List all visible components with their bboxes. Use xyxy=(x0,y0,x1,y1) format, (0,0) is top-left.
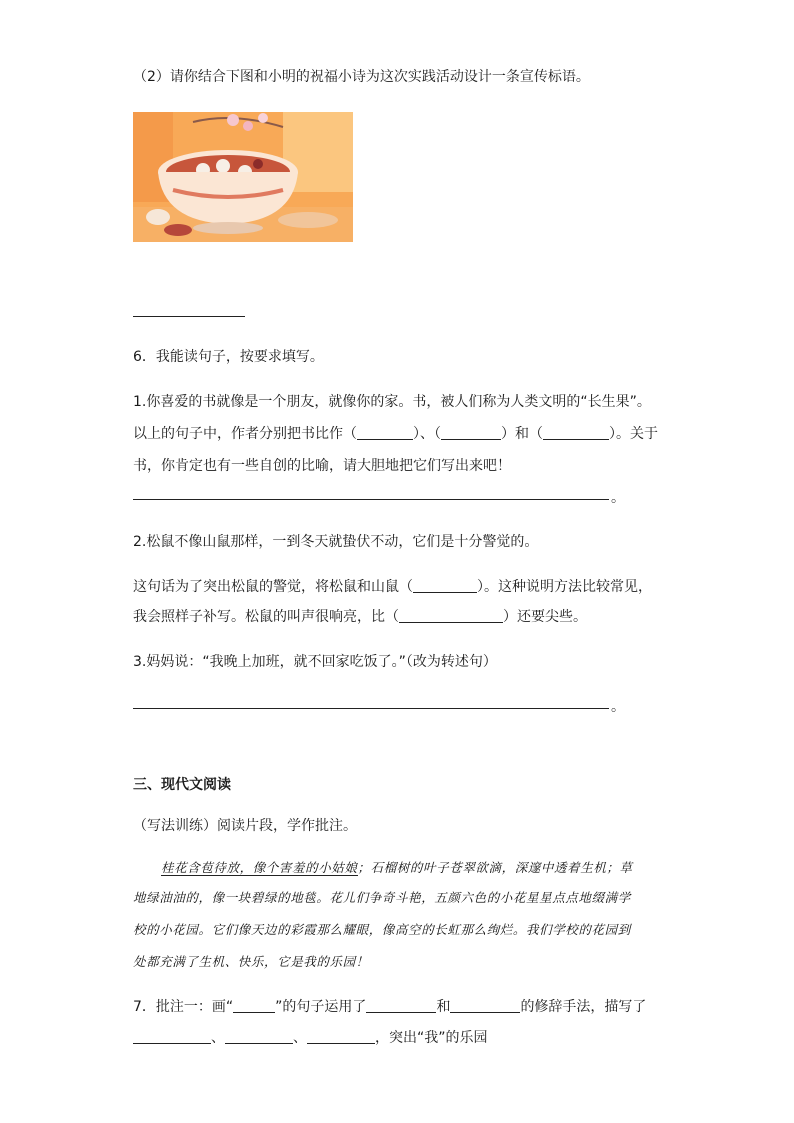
q7-text-d: 的修辞手法，描写了 xyxy=(520,999,647,1015)
q6-item1-sep-2: ）和（ xyxy=(501,426,543,442)
q6-item1-sentence: 1.你喜爱的书就像是一个朋友，就像你的家。书，被人们称为人类文明的“长生果”。 xyxy=(133,394,651,410)
q6-item1-blank-3[interactable] xyxy=(543,425,609,440)
q6-item1-blank-2[interactable] xyxy=(441,425,501,440)
q6-item2-blank-2[interactable] xyxy=(399,608,503,623)
q7-text-b: ”的句子运用了 xyxy=(275,999,367,1015)
q7-blank-scene-1[interactable] xyxy=(133,1029,211,1044)
passage-line-2: 地绿油油的，像一块碧绿的地毯。花儿们争奇斗艳，五颜六色的小花星星点点地缀满学 xyxy=(133,890,631,905)
q7-line-2 xyxy=(133,1027,488,1047)
passage-line-3: 校的小花园。它们像天边的彩霞那么耀眼，像高空的长虹那么绚烂。我们学校的花园到 xyxy=(133,922,631,937)
passage-line-4: 处都充满了生机、快乐，它是我的乐园！ xyxy=(133,954,369,969)
q6-item3-sentence: 3.妈妈说：“我晚上加班，就不回家吃饭了。”（改为转述句） xyxy=(133,654,497,670)
q6-item2-text-end2: ）还要尖些。 xyxy=(503,609,587,625)
q7-blank-scene-2[interactable] xyxy=(225,1029,293,1044)
q2-answer-line[interactable] xyxy=(133,316,245,317)
q6-item2-text-a: 这句话为了突出松鼠的警觉，将松鼠和山鼠（ xyxy=(133,579,413,595)
q6-item2-line3 xyxy=(133,606,587,626)
q7-text-a: 7．批注一：画“ xyxy=(133,999,234,1015)
q6-item1-blank-1[interactable] xyxy=(357,425,413,440)
q6-item2-text-b: 我会照样子补写。松鼠的叫声很响亮，比（ xyxy=(133,609,399,625)
q6-item2-text-end: ）。这种说明方法比较常见， xyxy=(477,579,652,595)
q6-item2-blank-1[interactable] xyxy=(413,578,477,593)
q7-sep-1: 、 xyxy=(211,1030,225,1046)
q6-item3-period: 。 xyxy=(611,699,625,715)
q7-blank-mark[interactable] xyxy=(233,998,275,1013)
q6-item3-answer-line[interactable] xyxy=(133,708,609,709)
soup-bowl-illustration xyxy=(133,112,353,242)
q6-item1-sep-1: ）、（ xyxy=(413,426,441,442)
q6-item1-period: 。 xyxy=(611,490,625,506)
section3-instruction: （写法训练）阅读片段，学作批注。 xyxy=(133,818,357,834)
q6-item1-line2 xyxy=(133,423,658,443)
q7-blank-rhetoric-2[interactable] xyxy=(450,998,520,1013)
passage-underlined-sentence: 桂花含苞待放，像个害羞的小姑娘 xyxy=(161,860,358,875)
q6-item1-line3: 书，你肯定也有一些自创的比喻，请大胆地把它们写出来吧！ xyxy=(133,458,511,474)
q6-item2-line2 xyxy=(133,576,652,596)
q7-blank-rhetoric-1[interactable] xyxy=(366,998,436,1013)
q7-blank-scene-3[interactable] xyxy=(307,1029,375,1044)
q6-item1-text-end: ）。关于 xyxy=(609,426,658,442)
passage-line-1-rest: ；石榴树的叶子苍翠欲滴，深邃中透着生机；草 xyxy=(357,860,633,875)
q6-title: 6．我能读句子，按要求填写。 xyxy=(133,349,324,365)
section3-heading: 三、现代文阅读 xyxy=(133,777,231,793)
passage-line-1 xyxy=(161,858,633,876)
q7-text-c: 和 xyxy=(436,999,451,1015)
q6-item1-text-a: 以上的句子中，作者分别把书比作（ xyxy=(133,426,357,442)
q2-prompt: （2）请你结合下图和小明的祝福小诗为这次实践活动设计一条宣传标语。 xyxy=(133,69,590,85)
q7-sep-2: 、 xyxy=(293,1030,307,1046)
q7-line-1 xyxy=(133,996,646,1016)
q6-item2-sentence: 2.松鼠不像山鼠那样，一到冬天就蛰伏不动，它们是十分警觉的。 xyxy=(133,534,539,550)
q6-item1-answer-line[interactable] xyxy=(133,499,609,500)
q7-text-end: ，突出“我”的乐园 xyxy=(375,1030,488,1046)
